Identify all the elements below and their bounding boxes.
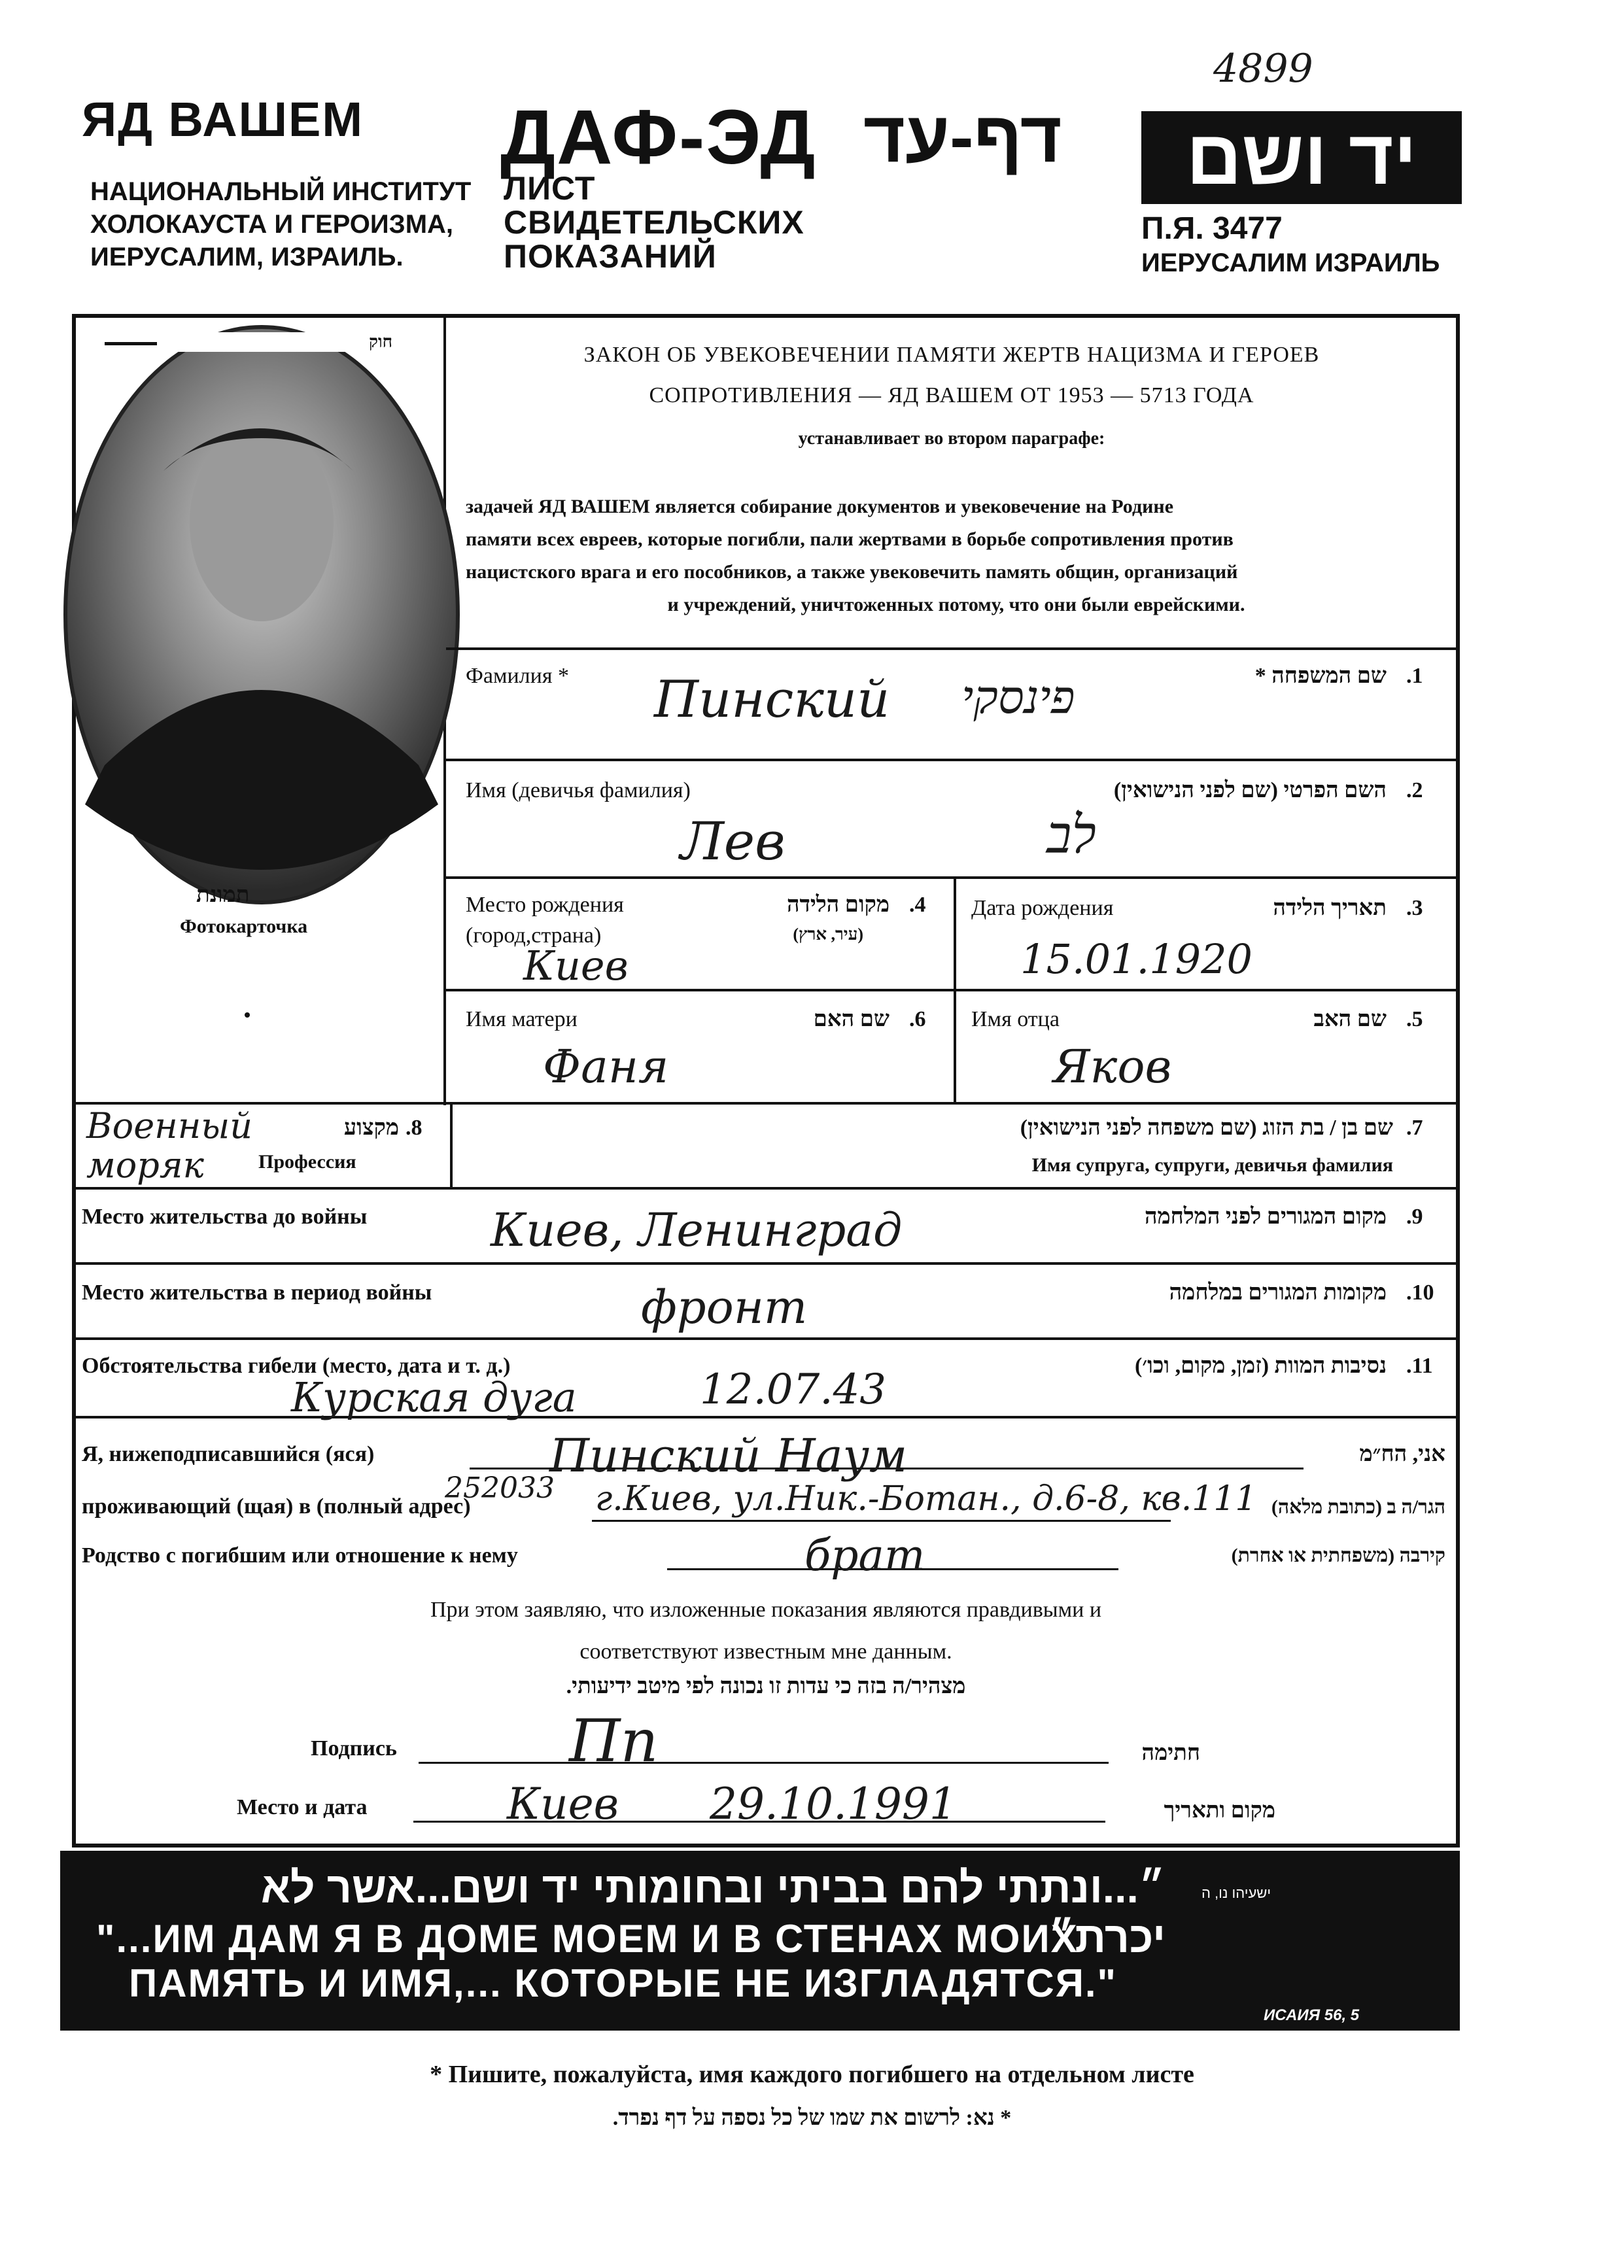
mother-name-value[interactable]: Фаня: [543, 1040, 669, 1093]
surname-label-ru: Фамилия *: [466, 664, 569, 688]
portrait-photo: [46, 307, 477, 935]
place-date-label-ru: Место и дата: [237, 1795, 368, 1819]
wartime-residence-label-he: מקומות המגורים במלחמה: [1169, 1280, 1387, 1305]
form-subtitle-ru: ЛИСТ СВИДЕТЕЛЬСКИХ ПОКАЗАНИЙ: [504, 170, 804, 275]
spouse-label-ru: Имя супруга, супруги, девичья фамилия: [1031, 1154, 1393, 1176]
surname-value-he[interactable]: פינסקי: [961, 670, 1075, 724]
declarant-address-value[interactable]: г.Киев, ул.Ник.-Ботан., д.6-8, кв.111: [595, 1479, 1257, 1519]
form-title-ru: ДАФ-ЭД: [500, 94, 817, 180]
field-num-11: .11: [1406, 1354, 1433, 1378]
profession-value-1[interactable]: Военный: [86, 1105, 253, 1146]
birthplace-label-ru2: (город,страна): [466, 923, 602, 948]
first-name-label-ru: Имя (девичья фамилия): [466, 778, 691, 802]
banner-ru-line2: ПАМЯТЬ И ИМЯ,... КОТОРЫЕ НЕ ИЗГЛАДЯТСЯ.": [129, 1961, 1117, 2005]
wartime-residence-value[interactable]: фронт: [641, 1280, 808, 1334]
birthplace-value[interactable]: Киев: [523, 942, 629, 989]
place-value[interactable]: Киев: [507, 1779, 619, 1829]
death-circumstances-label-he: נסיבות המוות (זמן, מקום, וכו׳): [1134, 1354, 1387, 1378]
declarant-address-label-ru: проживающий (щая) в (полный адрес): [82, 1494, 471, 1519]
field-num-2: .2: [1406, 778, 1423, 802]
field-num-7: .7: [1406, 1116, 1423, 1140]
footer-ru: * Пишите, пожалуйста, имя каждого погибшего на отдельном листе: [430, 2061, 1194, 2088]
city-right: ИЕРУСАЛИМ ИЗРАИЛЬ: [1141, 249, 1440, 277]
org-name-ru: ЯД ВАШЕМ: [82, 92, 364, 146]
birthplace-label-ru: Место рождения: [466, 893, 624, 917]
surname-label-he: שם המשפחה *: [1254, 664, 1387, 688]
banner-he-ref: ישעיהו נו, ה: [1201, 1885, 1271, 1901]
banner-ru-ref: ИСАИЯ 56, 5: [1264, 2006, 1360, 2024]
declarant-zip-value[interactable]: 252033: [445, 1471, 555, 1505]
declarant-name-label-ru: Я, нижеподписавшийся (яся): [82, 1442, 375, 1466]
relation-value[interactable]: брат: [804, 1530, 925, 1581]
place-date-label-he: מקום ותאריך: [1164, 1798, 1275, 1823]
law-subtitle: устанавливает во втором параграфе:: [798, 428, 1105, 449]
declarant-name-label-he: אני, הח״מ: [1359, 1442, 1445, 1466]
field-num-9: .9: [1406, 1205, 1423, 1229]
org-name-he-block: יד ושם: [1141, 111, 1462, 204]
birthplace-label-he: מקום הלידה: [786, 893, 890, 917]
profession-label-he: מקצוע: [343, 1116, 399, 1140]
birthplace-label-he2: (עיר, ארץ): [793, 925, 863, 944]
prewar-residence-label-he: מקום המגורים לפני המלחמה: [1144, 1205, 1387, 1229]
mother-name-label-he: שם האם: [813, 1007, 890, 1031]
date-value[interactable]: 29.10.1991: [710, 1779, 957, 1829]
profession-value-2[interactable]: моряк: [86, 1144, 204, 1186]
first-name-label-he: השם הפרטי (שם לפני הנישואין): [1113, 778, 1387, 802]
father-name-label-he: שם האב: [1313, 1007, 1387, 1031]
mother-name-label-ru: Имя матери: [466, 1007, 578, 1031]
surname-value[interactable]: Пинский: [654, 670, 890, 729]
father-name-value[interactable]: Яков: [1053, 1040, 1172, 1093]
field-num-10: .10: [1406, 1280, 1434, 1305]
spouse-label-he: שם בן / בת הזוג (שם משפחה לפני הנישואין): [1020, 1116, 1393, 1140]
field-num-4: .4: [909, 893, 926, 917]
prewar-residence-label-ru: Место жительства до войны: [82, 1205, 368, 1229]
signature-label-ru: Подпись: [311, 1736, 397, 1761]
statement-he: מצהיר/ה בזה כי עדות זו נכונה לפי מיטב ידיעותי.: [566, 1674, 966, 1698]
law-title: ЗАКОН ОБ УВЕКОВЕЧЕНИИ ПАМЯТИ ЖЕРТВ НАЦИЗМА И ГЕРОЕВ СОПРОТИВЛЕНИЯ — ЯД ВАШЕМ ОТ 1953 — 5713 ГОДА: [583, 343, 1320, 407]
death-date-value[interactable]: 12.07.43: [700, 1366, 886, 1414]
photo-caption-ru: Фотокарточка: [180, 916, 308, 937]
birthdate-value[interactable]: 15.01.1920: [1020, 935, 1253, 983]
field-num-3: .3: [1406, 896, 1423, 920]
form-title-he: דף-עד: [863, 97, 1062, 177]
photo-caption-he: תמונת: [196, 883, 250, 907]
first-name-value[interactable]: Лев: [680, 811, 786, 872]
relation-label-ru: Родство с погибшим или отношение к нему: [82, 1543, 518, 1568]
death-place-value[interactable]: Курская дуга: [291, 1373, 577, 1421]
wartime-residence-label-ru: Место жительства в период войны: [82, 1280, 432, 1305]
photo-label-partial: חוק: [98, 332, 412, 352]
profession-label-ru: Профессия: [258, 1151, 356, 1173]
po-box: П.Я. 3477: [1141, 211, 1283, 246]
signature-label-he: חתימה: [1141, 1741, 1200, 1765]
field-num-1: .1: [1406, 664, 1423, 688]
father-name-label-ru: Имя отца: [971, 1007, 1060, 1031]
archive-number: 4899: [1213, 46, 1313, 92]
first-name-value-he[interactable]: לב: [1046, 804, 1096, 865]
banner-he-quote: ״...ונתתי להם בביתי ובחומותי יד ושם...אשר לא יכרת״: [260, 1863, 1166, 1961]
dot: [245, 1012, 250, 1018]
footer-he: * נא: לרשום את שמו של כל נספה על דף נפרד.: [612, 2106, 1012, 2130]
banner-ru-line1: "...ИМ ДАМ Я В ДОМЕ МОЕМ И В СТЕНАХ МОИХ: [96, 1917, 1079, 1961]
declarant-address-label-he: הגר/ה ב (כתובת מלאה): [1271, 1496, 1445, 1518]
quote-banner: [60, 1851, 1460, 2031]
statement-ru: При этом заявляю, что изложенные показания являются правдивыми и соответствуют известным мне данным.: [430, 1598, 1102, 1664]
birthdate-label-ru: Дата рождения: [971, 896, 1114, 920]
relation-label-he: קירבה (משפחתית או אחרת): [1231, 1545, 1445, 1566]
field-num-6: .6: [909, 1007, 926, 1031]
field-num-5: .5: [1406, 1007, 1423, 1031]
org-subtitle-ru: НАЦИОНАЛЬНЫЙ ИНСТИТУТ ХОЛОКАУСТА И ГЕРОИЗМА, ИЕРУСАЛИМ, ИЗРАИЛЬ.: [90, 177, 472, 271]
prewar-residence-value[interactable]: Киев, Ленинград: [491, 1203, 903, 1257]
birthdate-label-he: תאריך הלידה: [1273, 896, 1387, 920]
field-num-8: .8: [406, 1116, 423, 1140]
law-body: задачей ЯД ВАШЕМ является собирание документов и увековечение на Родине памяти всех евреев, которые погибли, пали жертвами в борьбе сопротивления против нацистского врага и его пособников, а также увековечить память общин, организаций и учреждений, уничтоженных потому, что они были еврейскими.: [466, 496, 1245, 615]
declarant-name-value[interactable]: Пинский Наум: [549, 1429, 908, 1483]
signature-value[interactable]: Пп: [569, 1707, 659, 1776]
death-circumstances-label-ru: Обстоятельства гибели (место, дата и т. д.): [82, 1354, 511, 1378]
